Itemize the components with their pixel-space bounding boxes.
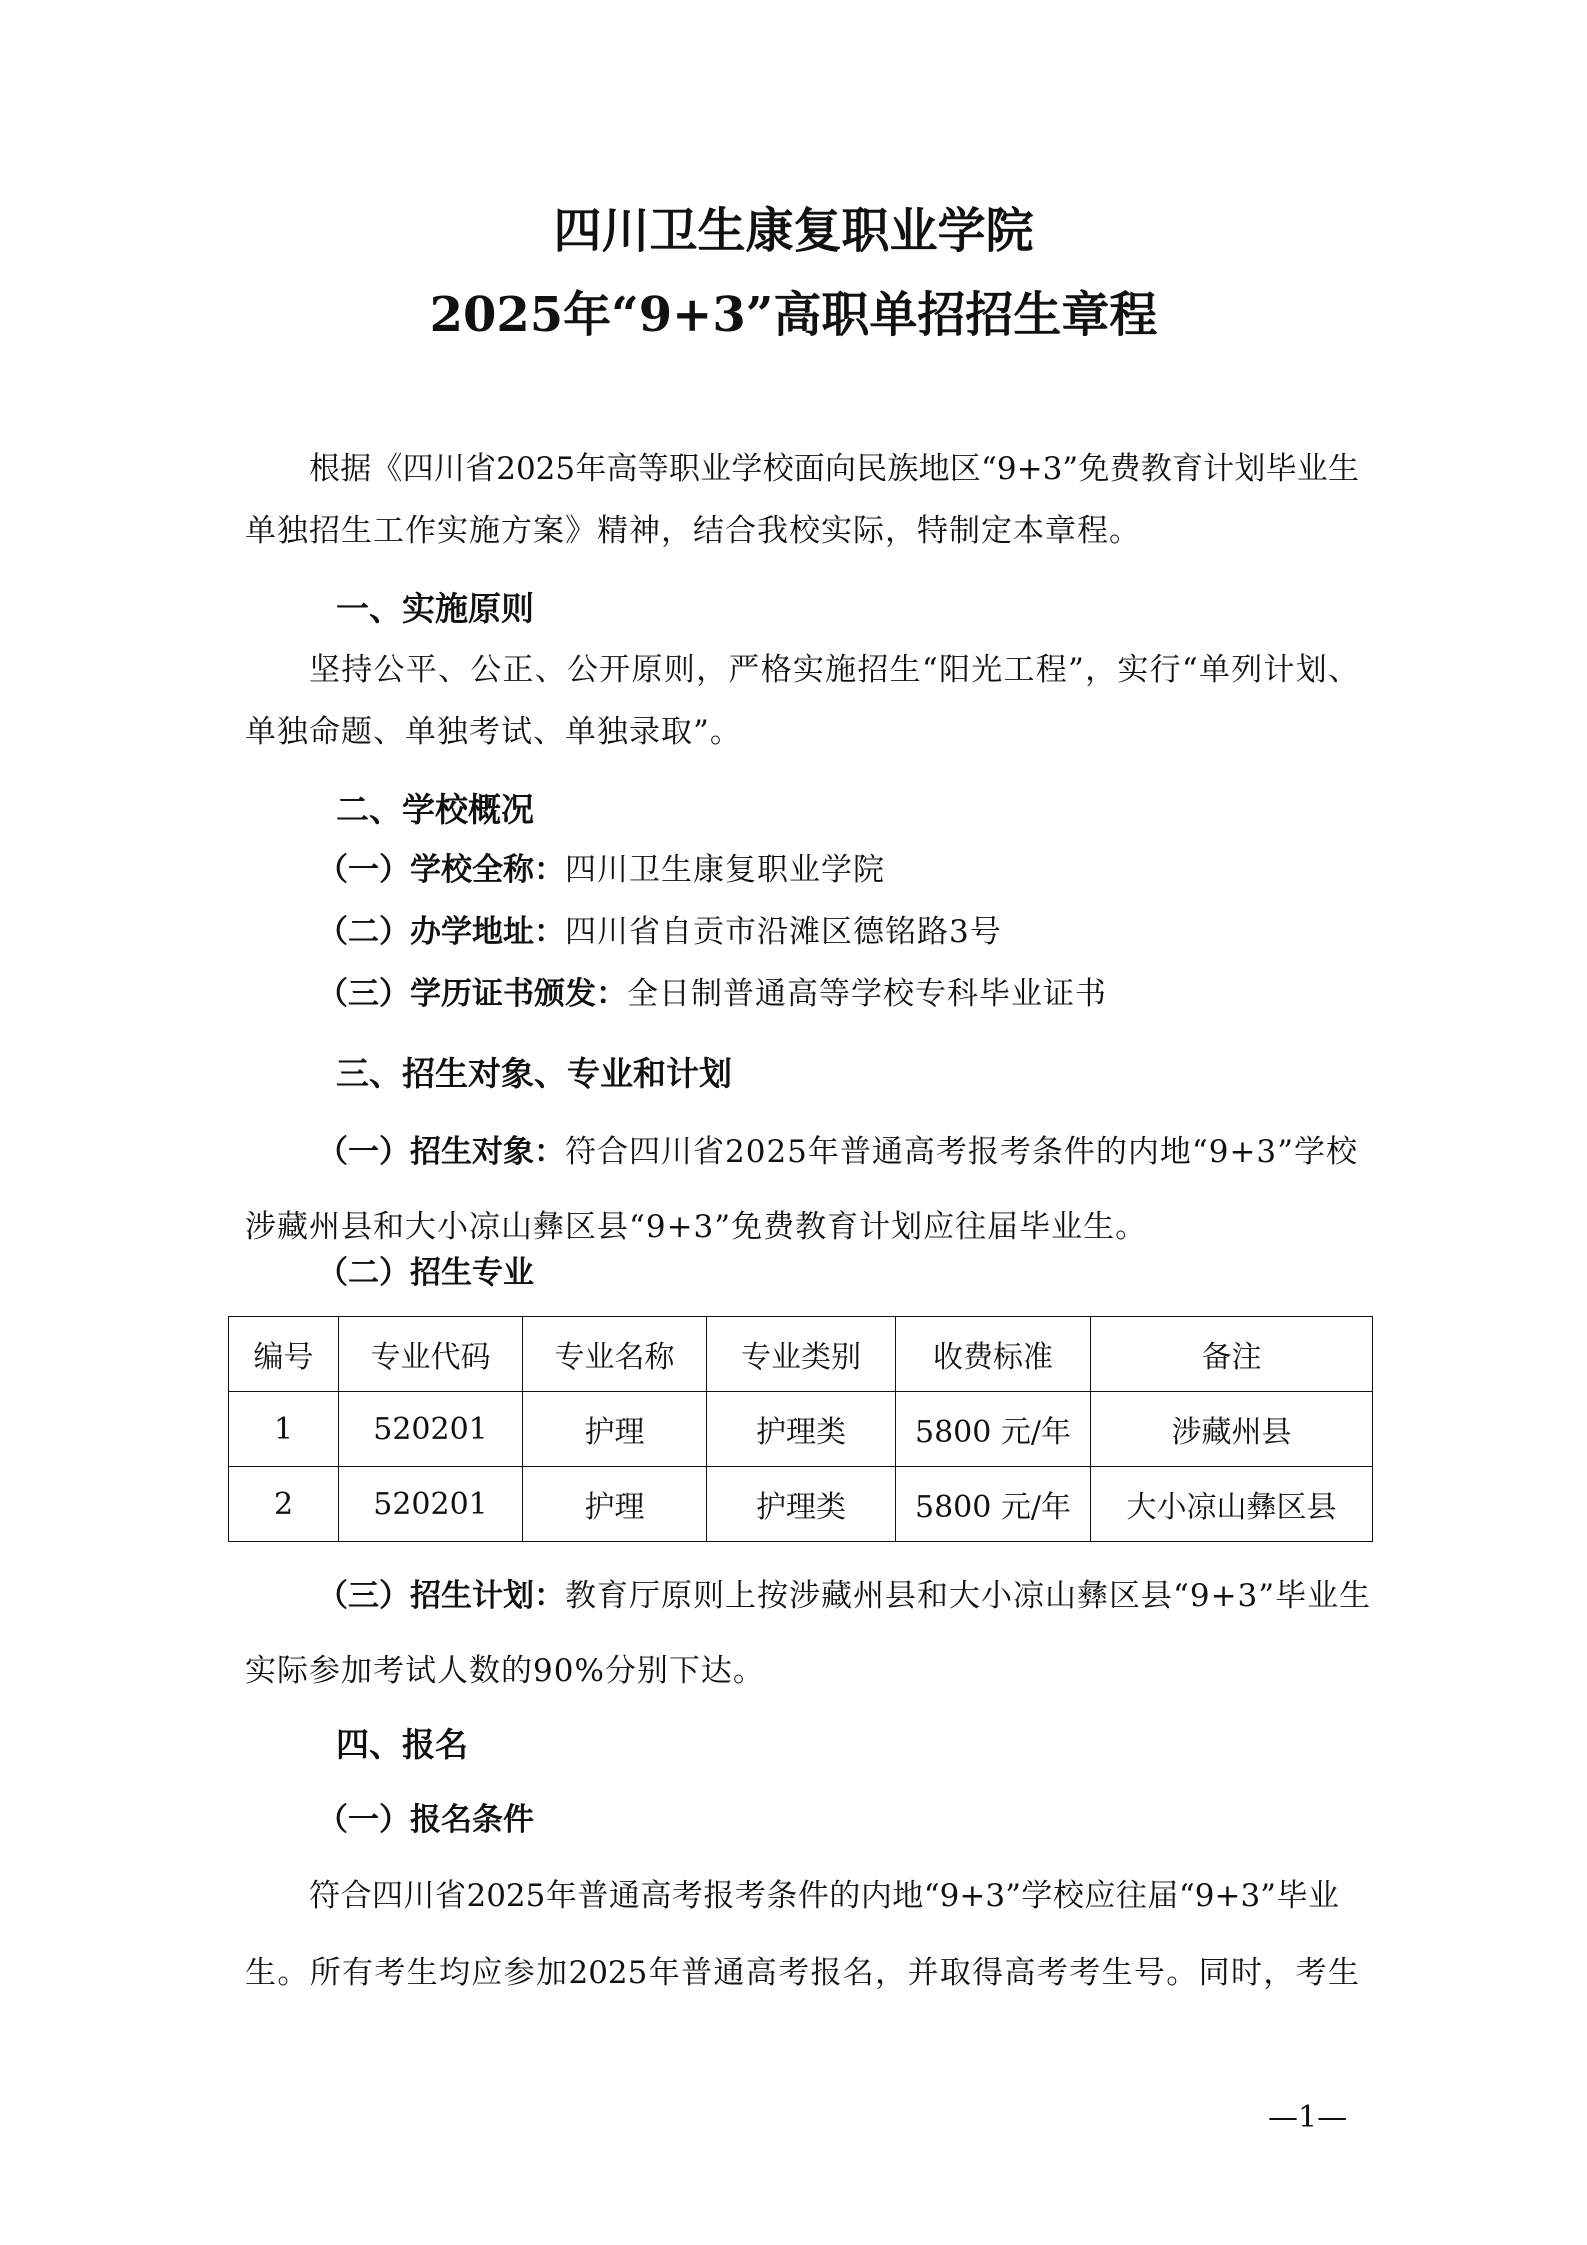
cell: 护理 [523,1467,707,1542]
certificate-item [317,974,1107,1014]
col-header: 专业名称 [523,1317,707,1392]
cell: 5800 元/年 [896,1467,1091,1542]
cell: 2 [229,1467,339,1542]
col-header: 专业代码 [339,1317,523,1392]
s1-line-1: 坚持公平、公正、公开原则，严格实施招生“阳光工程”，实行“单列计划、 [309,652,1359,688]
majors-table [228,1316,1373,1542]
col-header: 收费标准 [896,1317,1091,1392]
intro-line-1: 根据《四川省2025年高等职业学校面向民族地区“9+3”免费教育计划毕业生 [309,451,1359,487]
col-header: 备注 [1091,1317,1373,1392]
school-address-item [317,912,1002,952]
target-label: （一）招生对象： [317,1134,565,1170]
target-line-2: 涉藏州县和大小凉山彝区县“9+3”免费教育计划应往届毕业生。 [245,1209,1148,1245]
col-header: 专业类别 [707,1317,896,1392]
section-heading-1: 一、实施原则 [336,589,534,628]
item-label: （一）学校全称： [317,852,565,888]
section-heading-4: 四、报名 [336,1725,468,1764]
item-value: 四川卫生康复职业学院 [565,852,885,888]
section-heading-3: 三、招生对象、专业和计划 [336,1054,732,1093]
target-text: 符合四川省2025年普通高考报考条件的内地“9+3”学校 [565,1134,1359,1170]
cell: 1 [229,1392,339,1467]
document-title-line1: 四川卫生康复职业学院 [553,203,1034,259]
requirements-label: （一）报名条件 [317,1802,534,1838]
item-value: 全日制普通高等学校专科毕业证书 [627,976,1107,1012]
cell: 涉藏州县 [1091,1392,1373,1467]
item-label: （三）学历证书颁发： [317,976,627,1012]
s1-line-2: 单独命题、单独考试、单独录取”。 [245,714,742,750]
cell: 大小凉山彝区县 [1091,1467,1373,1542]
document-title-line2: 2025年“9+3”高职单招招生章程 [429,287,1158,343]
plan-line-2: 实际参加考试人数的90%分别下达。 [245,1653,765,1689]
cell: 520201 [339,1467,523,1542]
school-name-item [317,850,885,890]
cell: 520201 [339,1392,523,1467]
cell: 护理类 [707,1467,896,1542]
cell: 护理类 [707,1392,896,1467]
item-label: （二）办学地址： [317,914,565,950]
table-row [229,1467,1373,1542]
cell: 5800 元/年 [896,1392,1091,1467]
s4-line-1: 符合四川省2025年普通高考报考条件的内地“9+3”学校应往届“9+3”毕业 [309,1878,1339,1914]
section-heading-2: 二、学校概况 [336,790,534,829]
item-value: 四川省自贡市沿滩区德铭路3号 [565,914,1002,950]
col-header: 编号 [229,1317,339,1392]
cell: 护理 [523,1392,707,1467]
table-row [229,1392,1373,1467]
plan-label: （三）招生计划： [317,1578,565,1614]
majors-label: （二）招生专业 [317,1255,534,1291]
intro-line-2: 单独招生工作实施方案》精神，结合我校实际，特制定本章程。 [245,513,1141,549]
page-number: —1— [1268,2100,1348,2135]
target-line-1 [317,1132,1358,1172]
plan-line-1 [317,1576,1371,1616]
plan-text: 教育厅原则上按涉藏州县和大小凉山彝区县“9+3”毕业生 [565,1578,1372,1614]
s4-line-2: 生。所有考生均应参加2025年普通高考报名，并取得高考考生号。同时，考生 [245,1955,1359,1991]
table-header-row [229,1317,1373,1392]
